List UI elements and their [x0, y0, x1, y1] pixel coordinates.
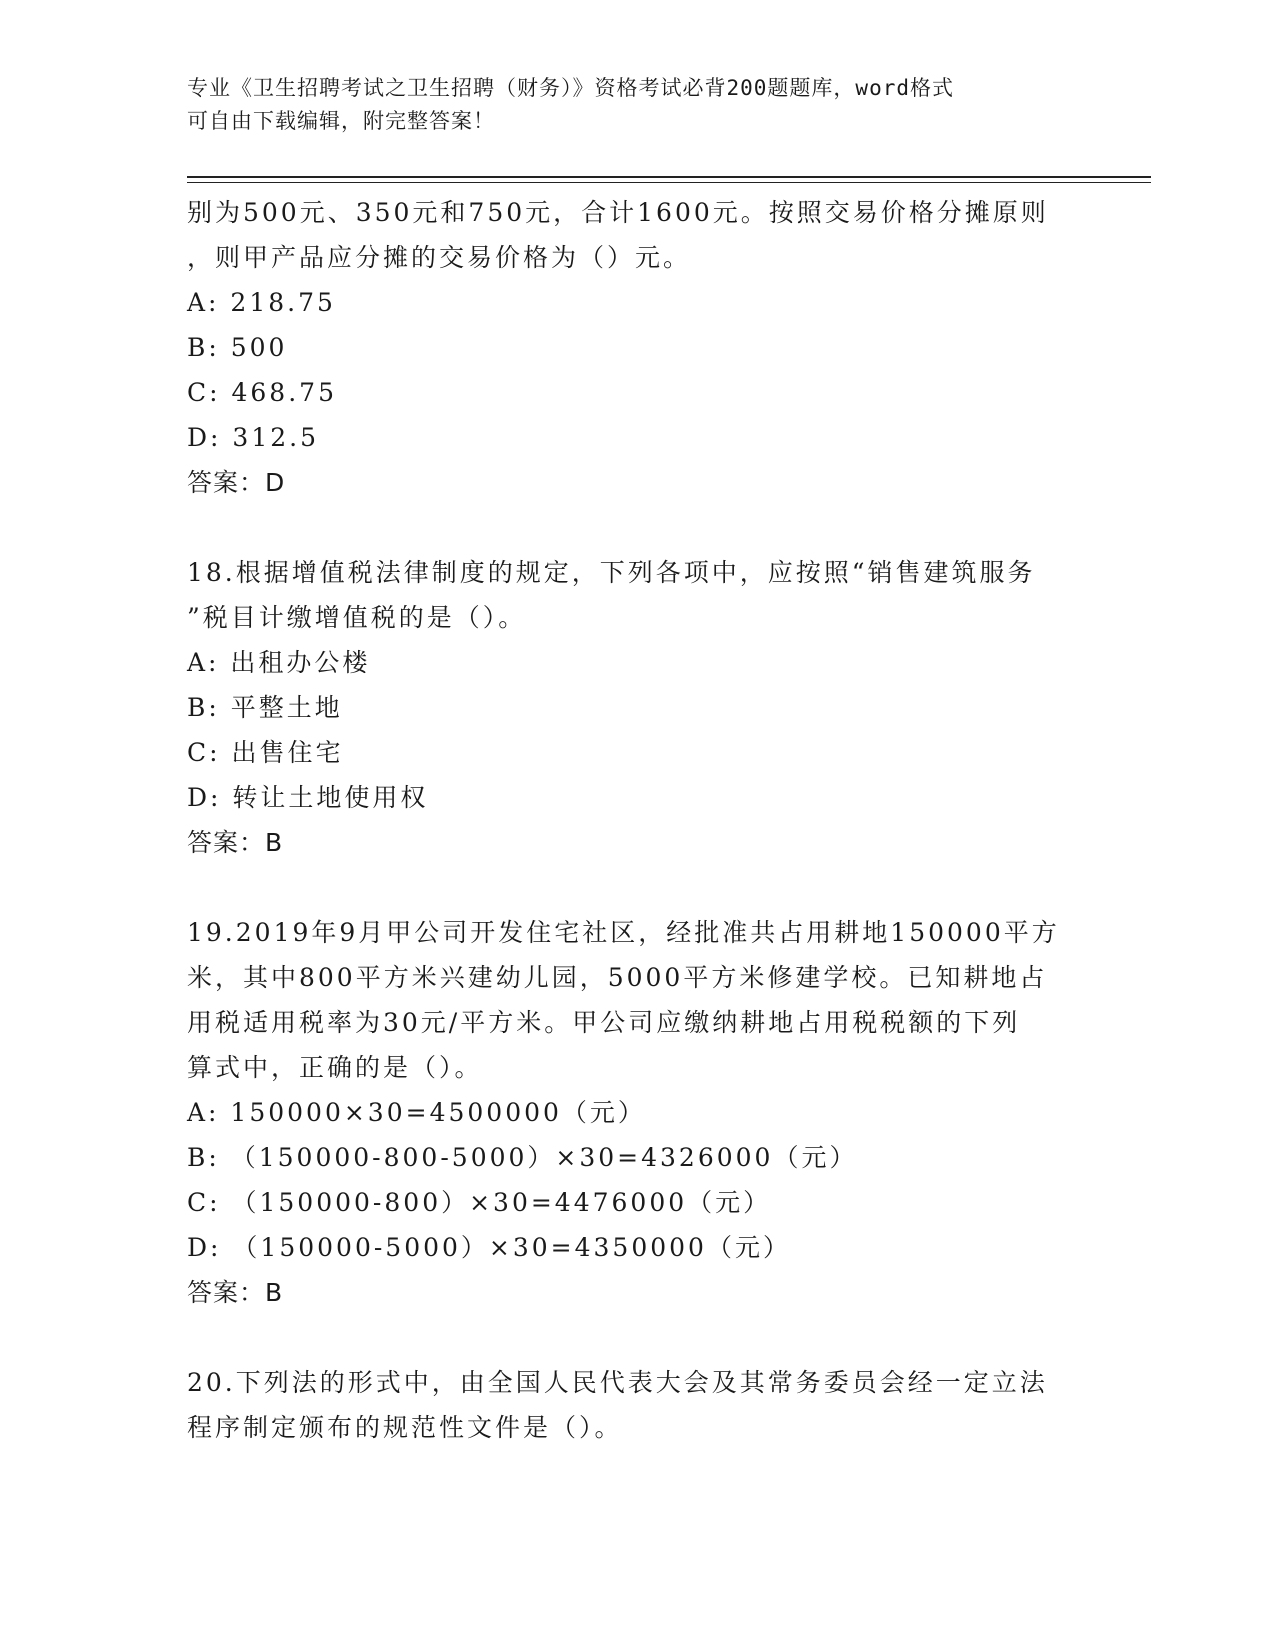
question-17 [187, 190, 1087, 505]
question-19 [187, 910, 1087, 1315]
question-17-line-2: ，则甲产品应分摊的交易价格为（）元。 [187, 243, 692, 272]
question-20-line-1: 20.下列法的形式中，由全国人民代表大会及其常务委员会经一定立法 [187, 1368, 1048, 1397]
question-17-line-1: 别为500元、350元和750元，合计1600元。按照交易价格分摊原则 [187, 198, 1049, 227]
spacer [187, 865, 1087, 910]
question-17-option-d: D: 312.5 [187, 423, 319, 452]
question-18-option-b: B: 平整土地 [187, 693, 343, 722]
spacer [187, 505, 1087, 550]
document-body [187, 190, 1087, 1450]
question-17-option-a: A: 218.75 [187, 288, 336, 317]
question-18-option-a: A: 出租办公楼 [187, 648, 371, 677]
header-line-1: 专业《卫生招聘考试之卫生招聘（财务）》资格考试必背200题题库，word格式 [187, 76, 954, 100]
question-19-line-2: 米，其中800平方米兴建幼儿园，5000平方米修建学校。已知耕地占 [187, 963, 1048, 992]
question-18 [187, 550, 1087, 865]
question-17-option-b: B: 500 [187, 333, 288, 362]
question-19-line-3: 用税适用税率为30元/平方米。甲公司应缴纳耕地占用税税额的下列 [187, 1008, 1021, 1037]
question-19-option-d: D: （150000-5000）×30=4350000（元） [187, 1233, 791, 1262]
question-19-option-c: C: （150000-800）×30=4476000（元） [187, 1188, 772, 1217]
question-19-line-4: 算式中，正确的是（）。 [187, 1053, 483, 1082]
question-18-option-d: D: 转让土地使用权 [187, 783, 429, 812]
question-19-answer: 答案：B [187, 1278, 284, 1307]
header-divider-thick [187, 176, 1151, 178]
header-divider-thin [187, 182, 1151, 183]
question-18-answer: 答案：B [187, 828, 284, 857]
question-20 [187, 1360, 1087, 1450]
question-19-option-a: A: 150000×30=4500000（元） [187, 1098, 646, 1127]
spacer [187, 1315, 1087, 1360]
question-20-line-2: 程序制定颁布的规范性文件是（）。 [187, 1413, 623, 1442]
question-18-line-1: 18.根据增值税法律制度的规定，下列各项中，应按照“销售建筑服务 [187, 558, 1036, 587]
question-18-line-2: ”税目计缴增值税的是（）。 [187, 603, 527, 632]
question-19-option-b: B: （150000-800-5000）×30=4326000（元） [187, 1143, 858, 1172]
question-19-line-1: 19.2019年9月甲公司开发住宅社区，经批准共占用耕地150000平方 [187, 918, 1060, 947]
question-17-option-c: C: 468.75 [187, 378, 337, 407]
header-line-2: 可自由下载编辑，附完整答案！ [187, 109, 495, 133]
question-17-answer: 答案：D [187, 468, 286, 497]
document-header [187, 72, 1087, 138]
question-18-option-c: C: 出售住宅 [187, 738, 344, 767]
